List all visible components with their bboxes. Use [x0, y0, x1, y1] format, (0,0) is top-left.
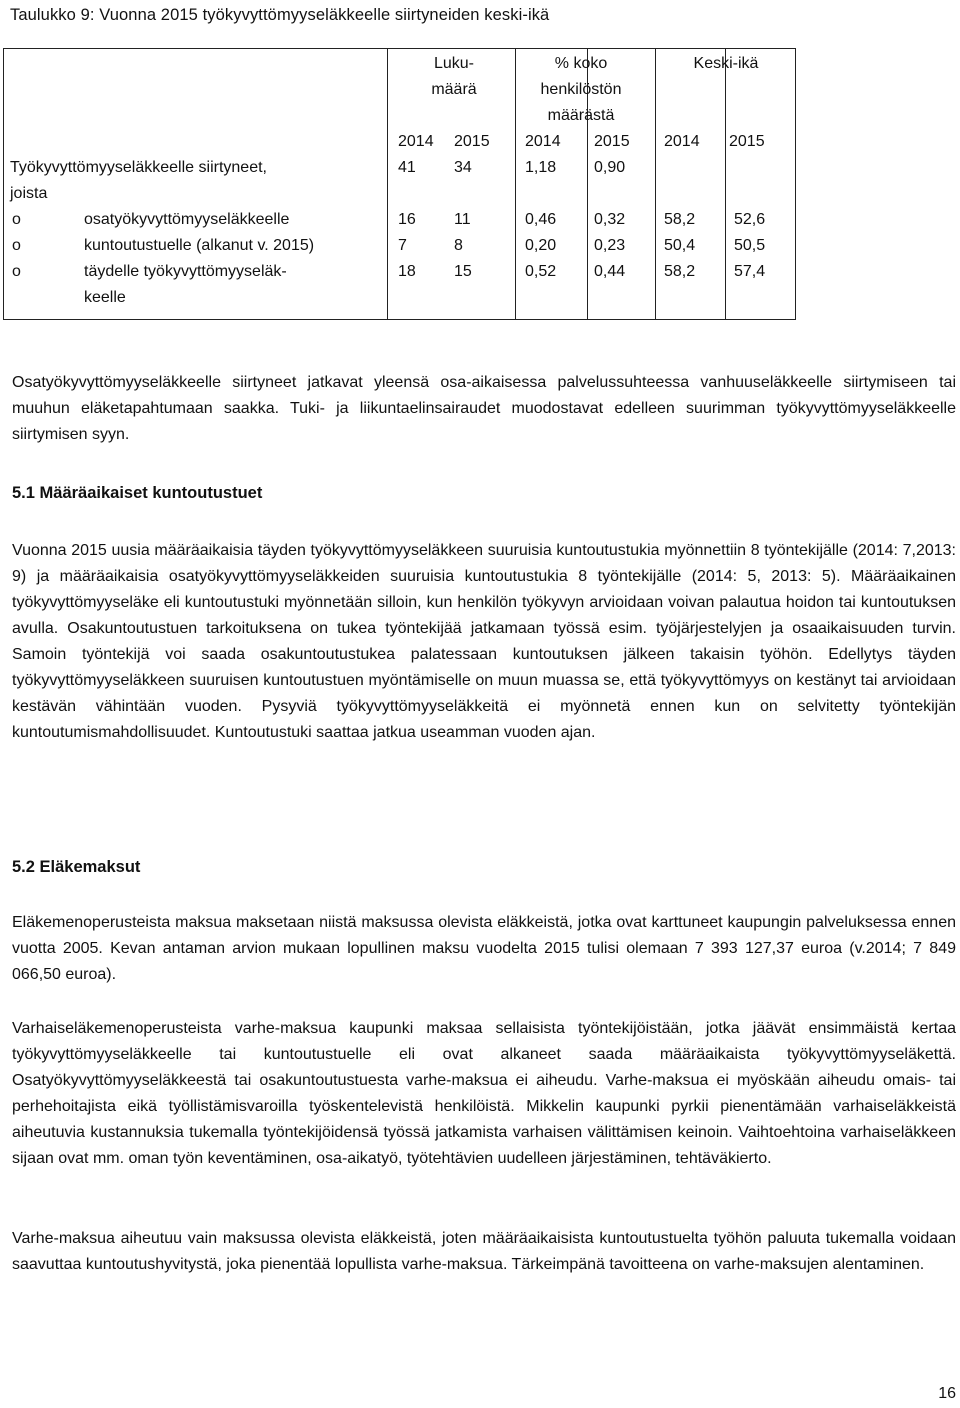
table-cell: 7 [398, 237, 407, 254]
list-bullet: o [12, 237, 21, 254]
table-cell: 0,52 [525, 263, 557, 280]
row-label: osatyökyvyttömyyseläkkeelle [84, 211, 290, 228]
table-cell: 34 [454, 159, 472, 176]
list-bullet: o [12, 211, 21, 228]
paragraph: Osatyökyvyttömyyseläkkeelle siirtyneet jatkavat yleensä osa-aikaisessa palvelussuhteessa vanhuuseläkkeelle siirtymiseen tai muuhun eläketapahtumaan saakka. Tuki- ja liikuntaelinsairaudet muodostavat edelleen suurimman työkyvyttömyyseläkkeelle siirtymisen syyn. [12, 374, 956, 443]
table-cell: 41 [398, 159, 416, 176]
header-line: henkilöstön [540, 81, 622, 98]
header-year: 2015 [454, 133, 490, 150]
header-percentage [516, 51, 646, 129]
row-label-line: keelle [84, 289, 126, 306]
page-number: 16 [938, 1385, 956, 1402]
row-label-line: täydelle työkyvyttömyyseläk- [84, 263, 287, 280]
header-line: määrästä [547, 107, 615, 124]
header-line: Luku- [433, 55, 475, 72]
table-cell: 0,46 [525, 211, 557, 228]
table-cell: 58,2 [664, 263, 696, 280]
row-label-line: Työkyvyttömyyseläkkeelle siirtyneet, [10, 159, 267, 176]
table-cell: 15 [454, 263, 472, 280]
paragraph: Vuonna 2015 uusia määräaikaisia täyden työkyvyttömyyseläkkeen suuruisia kuntoutustukia myönnettiin 8 työntekijälle (2014: 7,2013: 9) ja määräaikaisia osatyökyvyttömyyseläkkeiden suuruisia kuntoutustukia 8 työntekijälle (2014: 5, 2013: 5). Määräaikainen työkyvyttömyyseläke eli kuntoutustuki myönnetään silloin, kun henkilön työkyvyn arvioidaan voivan palautua hoidon tai kuntoutuksen avulla. Osakuntoutustuen tarkoituksena on tukea työntekijää jatkamaan työssä esim. työjärjestelyjen ja osaaikaisuuden turvin. Samoin työntekijä voi saada osakuntoutustukea palatessaan kuntoutuksen jälkeen takaisin työhön. Edellytys täyden työkyvyttömyyseläkkeen suuruisen kuntoutustuen myöntämiselle on muun muassa se, että työkyvyttömyys on kestänyt tai arvioidaan kestävän vähintään vuoden. Pysyviä työkyvyttömyyseläkkeitä ei myönnetä ennen kun on selvitetty työntekijän kuntoutumismahdollisuudet. Kuntoutustuki saattaa jatkua useamman vuoden ajan. [12, 542, 956, 741]
table-cell: 1,18 [525, 159, 557, 176]
header-line: % koko [554, 55, 608, 72]
table-cell: 58,2 [664, 211, 696, 228]
header-keski-ika: Keski-ikä [693, 55, 759, 72]
table-cell: 0,23 [594, 237, 626, 254]
table-cell: 8 [454, 237, 463, 254]
table-cell: 57,4 [734, 263, 766, 280]
table-cell: 11 [454, 211, 471, 228]
header-year: 2015 [594, 133, 630, 150]
header-lukumaara [394, 51, 514, 103]
header-year: 2014 [525, 133, 561, 150]
header-line: määrä [431, 81, 477, 98]
header-year: 2014 [398, 133, 434, 150]
paragraph: Varhaiseläkemenoperusteista varhe-maksua kaupunki maksaa sellaisista työntekijöistään, jotka jäävät ensimmäistä kertaa työkyvyttömyyseläkkeelle tai kuntoutustuelle eli ovat alkaneet saada määräaikaista työkyvyttömyyseläkettä. Osatyökyvyttömyyseläkkeestä tai osakuntoutustuesta varhe-maksua ei aiheudu. Varhe-maksua ei myöskään aiheudu omais- tai perhehoitajista eikä työllistämisvaroilla työskentelevistä henkilöistä. Mikkelin kaupunki pyrkii pienentämään varhaiseläkkeistä aiheutuvia kustannuksia tukemalla työntekijöidensä työssä jatkamista varhaisen välittämisen keinoin. Vaihtoehtoina varhaiseläkkeen sijaan ovat mm. oman työn keventäminen, osa-aikatyö, työtehtävien uudelleen järjestäminen, tehtäväkierto. [12, 1020, 956, 1167]
table-cell: 16 [398, 211, 416, 228]
header-year: 2014 [664, 133, 700, 150]
row-label: kuntoutustuelle (alkanut v. 2015) [84, 237, 315, 254]
table-divider [725, 49, 726, 319]
table-cell: 0,32 [594, 211, 626, 228]
table-cell: 50,4 [664, 237, 696, 254]
table-cell: 0,44 [594, 263, 626, 280]
paragraph: Eläkemenoperusteista maksua maksetaan niistä maksussa olevista eläkkeistä, jotka ovat karttuneet kaupungin palveluksessa ennen vuotta 2005. Kevan antaman arvion mukaan lopullinen maksu vuodelta 2015 tulisi olemaan 7 393 127,37 euroa (v.2014; 7 849 066,50 euroa). [12, 914, 956, 983]
list-bullet: o [12, 263, 21, 280]
table-divider [655, 49, 656, 319]
table-cell: 50,5 [734, 237, 766, 254]
table-cell: 0,90 [594, 159, 626, 176]
table-divider [387, 49, 388, 319]
section-heading: 5.1 Määräaikaiset kuntoutustuet [12, 484, 263, 502]
table-cell: 18 [398, 263, 416, 280]
section-heading: 5.2 Eläkemaksut [12, 858, 141, 876]
table-cell: 52,6 [734, 211, 766, 228]
table-caption: Taulukko 9: Vuonna 2015 työkyvyttömyyseläkkeelle siirtyneiden keski-ikä [10, 6, 550, 24]
row-label-line: joista [10, 185, 48, 202]
table-cell: 0,20 [525, 237, 557, 254]
header-year: 2015 [729, 133, 765, 150]
row-label [84, 259, 287, 311]
retirement-table [3, 48, 796, 320]
row-label [10, 155, 267, 207]
paragraph: Varhe-maksua aiheutuu vain maksussa olevista eläkkeistä, joten määräaikaisista kuntoutustuelta työhön paluuta tukemalla voidaan saavuttaa kuntoutushyvitystä, joka pienentää lopullista varhe-maksua. Tärkeimpänä tavoitteena on varhe-maksujen alentaminen. [12, 1230, 956, 1273]
